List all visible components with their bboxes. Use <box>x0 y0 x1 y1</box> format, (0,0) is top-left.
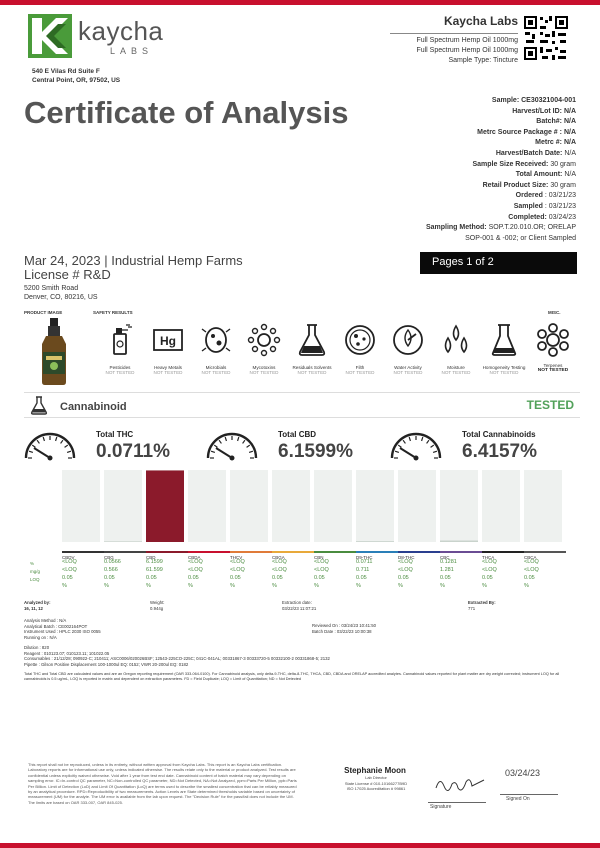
column-name: D9-THC <box>356 551 398 559</box>
mycotoxin-icon <box>246 322 282 358</box>
qr-code-icon[interactable] <box>522 14 570 62</box>
table-cell: 0.05 <box>62 575 73 581</box>
safety-label: Homogeneity Testing <box>482 365 526 370</box>
client-header: Mar 24, 2023 | Industrial Hemp Farms License # R&D <box>24 253 243 282</box>
cannabinoid-table <box>24 551 580 601</box>
table-cell: 0.05 <box>104 575 115 581</box>
safety-status: NOT TESTED <box>201 370 231 375</box>
table-cell: 0.05 <box>440 575 451 581</box>
terpenes-label: Terpenes <box>543 363 563 368</box>
sample-info-row: Sample Size Received: 30 gram <box>472 160 576 168</box>
total-value: 6.1599% <box>278 441 354 462</box>
total-value: 0.0711% <box>96 441 170 462</box>
column-name: CBDV <box>62 551 104 559</box>
bar-cbd <box>146 470 184 542</box>
table-cell: 0.05 <box>272 575 283 581</box>
hg-icon <box>150 322 186 358</box>
safety-item <box>336 322 384 375</box>
microbe-icon <box>198 322 234 358</box>
column-name: CBG <box>104 551 146 559</box>
safety-label: Moisture <box>447 365 465 370</box>
safety-item <box>384 322 432 375</box>
sample-info-row: Harvest/Lot ID: N/A <box>512 107 576 115</box>
table-column <box>272 551 314 591</box>
safety-item <box>192 322 240 375</box>
bar-background <box>314 470 352 542</box>
safety-item <box>288 322 336 375</box>
table-column <box>104 551 146 591</box>
safety-item <box>240 322 288 375</box>
table-cell: % <box>272 583 277 589</box>
table-cell: <LOQ <box>272 559 287 565</box>
safety-status: NOT TESTED <box>297 370 327 375</box>
table-cell: <LOQ <box>314 567 329 573</box>
sample-info-row: Metrc #: N/A <box>535 139 576 147</box>
row-label: mg/g <box>30 569 41 574</box>
table-cell: % <box>398 583 403 589</box>
divider <box>390 33 518 34</box>
kaycha-logo-icon <box>28 14 72 58</box>
bar-background <box>104 470 142 542</box>
extracted-by: Extracted By: 771 <box>468 600 496 611</box>
sample-info-row: Batch#: N/A <box>536 118 576 126</box>
column-name: THCV <box>230 551 272 559</box>
table-column <box>188 551 230 591</box>
weight: Weight: 0.944g <box>150 600 165 611</box>
column-name: CBGA <box>272 551 314 559</box>
sample-info-row: Sampled : 03/21/23 <box>513 202 576 210</box>
table-cell: % <box>188 583 193 589</box>
signer-name: Stephanie Moon <box>344 766 406 775</box>
misc-terpenes <box>528 322 578 373</box>
table-cell: 0.05 <box>482 575 493 581</box>
signer-details: Lab Director State License # 010-10166277B9D ISO 17025 Accreditation # 99861 <box>344 775 408 792</box>
sample-info-row: Harvest/Batch Date: N/A <box>495 149 576 157</box>
table-cell: <LOQ <box>524 559 539 565</box>
sample-info-row: Sampling Method: SOP.T.20.010.OR; ORELAP <box>425 224 576 232</box>
bar-d9-thc <box>356 541 394 542</box>
table-cell: <LOQ <box>482 559 497 565</box>
sample-info-row: Total Amount: N/A <box>515 171 576 179</box>
lab-address: 540 E Vilas Rd Suite F Central Point, OR, 97502, US <box>32 68 121 84</box>
total-label: Total CBD <box>278 430 317 439</box>
table-cell: <LOQ <box>188 567 203 573</box>
bar-background <box>482 470 520 542</box>
table-cell: <LOQ <box>230 559 245 565</box>
product-bottle-image <box>30 318 78 386</box>
table-cell: 0.05 <box>524 575 535 581</box>
table-column <box>398 551 440 591</box>
table-cell: 0.05 <box>398 575 409 581</box>
column-name: CBDA <box>188 551 230 559</box>
lab-name: Kaycha Labs <box>443 14 518 28</box>
table-cell: 0.05 <box>230 575 241 581</box>
safety-status: NOT TESTED <box>105 370 135 375</box>
safety-status: NOT TESTED <box>249 370 279 375</box>
brand-sub: LABS <box>110 46 154 56</box>
analyzed-by: Analyzed by: 16, 11, 12 <box>24 600 51 611</box>
reagents: Dilution : 820 Reagent : 010123.07; 010123.11; 101022.05 Consumables : 21/12/28; 090922-C; 210411; ASC0006/020026BSF; 12543-225CO-225C; 041C-041AL; 00331867-3 00333720-5 00332100-2 00331868-5; 2132 Pipette : Gilson Positive Displacement 100-1000ul EQ: 0152; VWR 20-200ul EQ: 0182 <box>24 645 330 667</box>
safety-status: NOT TESTED <box>441 370 471 375</box>
table-column <box>230 551 272 591</box>
table-column <box>356 551 398 591</box>
table-cell: 61.599 <box>146 567 163 573</box>
brand-name: kaycha <box>78 16 164 46</box>
safety-item <box>432 322 480 375</box>
table-column <box>146 551 188 591</box>
table-column <box>62 551 104 591</box>
safety-label: Residuals Solvents <box>292 365 332 370</box>
table-cell: 0.711 <box>356 567 370 573</box>
bar-background <box>398 470 436 542</box>
table-cell: 1.281 <box>440 567 454 573</box>
bar-background <box>440 470 478 542</box>
column-name: CBC <box>440 551 482 559</box>
sample-info-row: Retail Product Size: 30 gram <box>482 181 576 189</box>
bar-background <box>356 470 394 542</box>
extraction-date: Extraction date: 03/22/23 11:07:21 <box>282 600 317 611</box>
row-label: LOQ <box>30 577 40 582</box>
top-accent-bar <box>0 0 600 5</box>
signed-line <box>500 794 558 795</box>
column-name: THCA <box>482 551 524 559</box>
table-cell: % <box>524 583 529 589</box>
svg-text:Hg: Hg <box>160 334 176 348</box>
signature-image <box>432 770 488 798</box>
sample-info-row: Ordered : 03/21/23 <box>515 192 576 200</box>
analysis-note: Total THC and Total CBD are calculated values and are an Oregon reporting requirement (OAR 333-064-0100). For Cannabinoid analysis, only delta-9-THC, delta-8-THC, THCA, CBD, CBDA and ORELAP accredited analytes. Cannabinoid values reported for plant matter are dry weight corrected; instrument LOQ for all cannabinoids is 0.5 ug/mL, LOQ is reported in matrix and dependent on extraction parameters. FD = Field Duplicate; LOQ = Limit of Quantitation; ND = Not Detected <box>24 672 560 681</box>
safety-label: Heavy Metals <box>154 365 182 370</box>
table-cell: <LOQ <box>482 567 497 573</box>
table-cell: 6.1599 <box>146 559 163 565</box>
client-address: 5200 Smith Road Denver, CO, 80216, US <box>24 285 98 301</box>
table-cell: 0.0711 <box>356 559 373 565</box>
table-column <box>524 551 566 591</box>
safety-label: Microbials <box>205 365 227 370</box>
gauge-icon <box>390 322 426 358</box>
signed-on-label: Signed On <box>506 796 530 802</box>
table-cell: 0.0566 <box>104 559 121 565</box>
review-details: Reviewed On : 03/24/23 10:41:50 Batch Date : 03/22/23 10:00:38 <box>312 623 377 634</box>
safety-item <box>480 322 528 375</box>
table-cell: <LOQ <box>398 567 413 573</box>
table-cell: <LOQ <box>524 567 539 573</box>
table-cell: % <box>146 583 151 589</box>
gauge-icon <box>390 428 442 462</box>
table-cell: <LOQ <box>62 559 77 565</box>
table-cell: % <box>440 583 445 589</box>
safety-status: NOT TESTED <box>153 370 183 375</box>
table-cell: <LOQ <box>188 559 203 565</box>
total-label: Total Cannabinoids <box>462 430 536 439</box>
sample-info-row: SOP-001 & -002; or Client Sampled <box>465 234 576 242</box>
cannabinoid-status: TESTED <box>526 398 574 412</box>
page-indicator: Pages 1 of 2 <box>420 252 577 274</box>
bar-background <box>272 470 310 542</box>
disclaimer: This report shall not be reproduced, unless in its entirety, without written approval from Kaycha Labs. This report is an Kaycha Labs certification. Laboratory reports are for informational use only, unless indicated otherwise. The results relate only to the material or product analyzed. Test results are confidential unless explicitly waived otherwise. Void after 1 year from test end date. Cannabinoid content of batch material may vary depending on sampling error. IC=In-control QC parameter, NC=Non-controlled QC parameter, ND=Not Detected, NA=Not Analyzed, ppm=Parts Per Million, ppb=Parts Per Billion. Limit of Detection (LoD) and Limit Of Quantitation (LoQ) are terms used to describe the smallest concentration that can be reliably measured by an analytical procedure. RPD=Reproducibility of two measurements. Action Levels are State determined thresholds variable based on uncertainty of measurement (UM) for the analyte. The UM error is available from the lab upon request. The "Decision Rule" for the pass/fail does not include the UM. The limits are based on OAR 333-007, OAR 845-025. <box>28 762 297 805</box>
column-name: CBD <box>146 551 188 559</box>
bar-background <box>188 470 226 542</box>
cannabinoid-title: Cannabinoid <box>60 401 127 413</box>
table-cell: 0.05 <box>188 575 199 581</box>
drops-icon <box>438 322 474 358</box>
misc-header: MISC. <box>548 310 561 315</box>
safety-label: Water Activity <box>394 365 422 370</box>
bar-background <box>524 470 562 542</box>
table-cell: 0.05 <box>314 575 325 581</box>
terpenes-icon <box>535 322 571 358</box>
column-name: CBCA <box>524 551 566 559</box>
cannabinoid-chart <box>24 470 580 546</box>
flask-icon <box>28 394 50 416</box>
beaker-icon <box>486 322 522 358</box>
safety-status: NOT TESTED <box>345 370 375 375</box>
safety-results <box>96 322 526 384</box>
bar-cbg <box>104 541 142 542</box>
safety-status: NOT TESTED <box>489 370 519 375</box>
table-cell: % <box>62 583 67 589</box>
terpenes-status: NOT TESTED <box>537 368 569 373</box>
total-value: 6.4157% <box>462 441 538 462</box>
table-cell: <LOQ <box>314 559 329 565</box>
table-cell: % <box>230 583 235 589</box>
spray-icon <box>102 322 138 358</box>
sample-info <box>426 96 576 244</box>
product-image-header: PRODUCT IMAGE <box>24 310 63 315</box>
table-cell: <LOQ <box>272 567 287 573</box>
analysis-details: Analysis Method : N/A Analytical Batch : CE002164POT Instrument Used : HPLC 2030 ISO 0055 Running on : N/A <box>24 618 101 640</box>
table-cell: % <box>356 583 361 589</box>
table-cell: % <box>104 583 109 589</box>
sample-info-row: Sample: CE30321004-001 <box>491 97 576 104</box>
signed-date: 03/24/23 <box>505 768 541 778</box>
safety-item <box>96 322 144 375</box>
table-column <box>440 551 482 591</box>
signature-label: Signature <box>430 804 452 810</box>
gauge-icon <box>206 428 258 462</box>
table-cell: % <box>314 583 319 589</box>
safety-label: Pesticides <box>109 365 131 370</box>
table-cell: 0.05 <box>146 575 157 581</box>
table-cell: <LOQ <box>62 567 77 573</box>
safety-label: Filth <box>355 365 365 370</box>
safety-status: NOT TESTED <box>393 370 423 375</box>
product-lines: Full Spectrum Hemp Oil 1000mg Full Spectrum Hemp Oil 1000mg Sample Type: Tincture <box>416 37 518 64</box>
bar-cbc <box>440 541 478 542</box>
safety-header: SAFETY RESULTS <box>93 310 133 315</box>
row-label: % <box>30 561 35 566</box>
signature-line <box>428 802 486 803</box>
table-cell: <LOQ <box>398 559 413 565</box>
table-cell: 0.1281 <box>440 559 457 565</box>
flask-icon <box>294 322 330 358</box>
gauge-icon <box>24 428 76 462</box>
table-cell: <LOQ <box>230 567 245 573</box>
table-cell: 0.05 <box>356 575 367 581</box>
table-cell: % <box>482 583 487 589</box>
safety-item <box>144 322 192 375</box>
page-title: Certificate of Analysis <box>24 95 349 130</box>
total-label: Total THC <box>96 430 134 439</box>
column-name: CBN <box>314 551 356 559</box>
bottom-accent-bar <box>0 843 600 848</box>
table-cell: 0.566 <box>104 567 118 573</box>
column-name: D8-THC <box>398 551 440 559</box>
petri-icon <box>342 322 378 358</box>
table-column <box>482 551 524 591</box>
sample-info-row: Completed: 03/24/23 <box>508 213 576 221</box>
sample-info-row: Metrc Source Package # : N/A <box>477 128 576 136</box>
safety-label: Mycotoxins <box>252 365 276 370</box>
bar-background <box>230 470 268 542</box>
bar-background <box>62 470 100 542</box>
table-column <box>314 551 356 591</box>
